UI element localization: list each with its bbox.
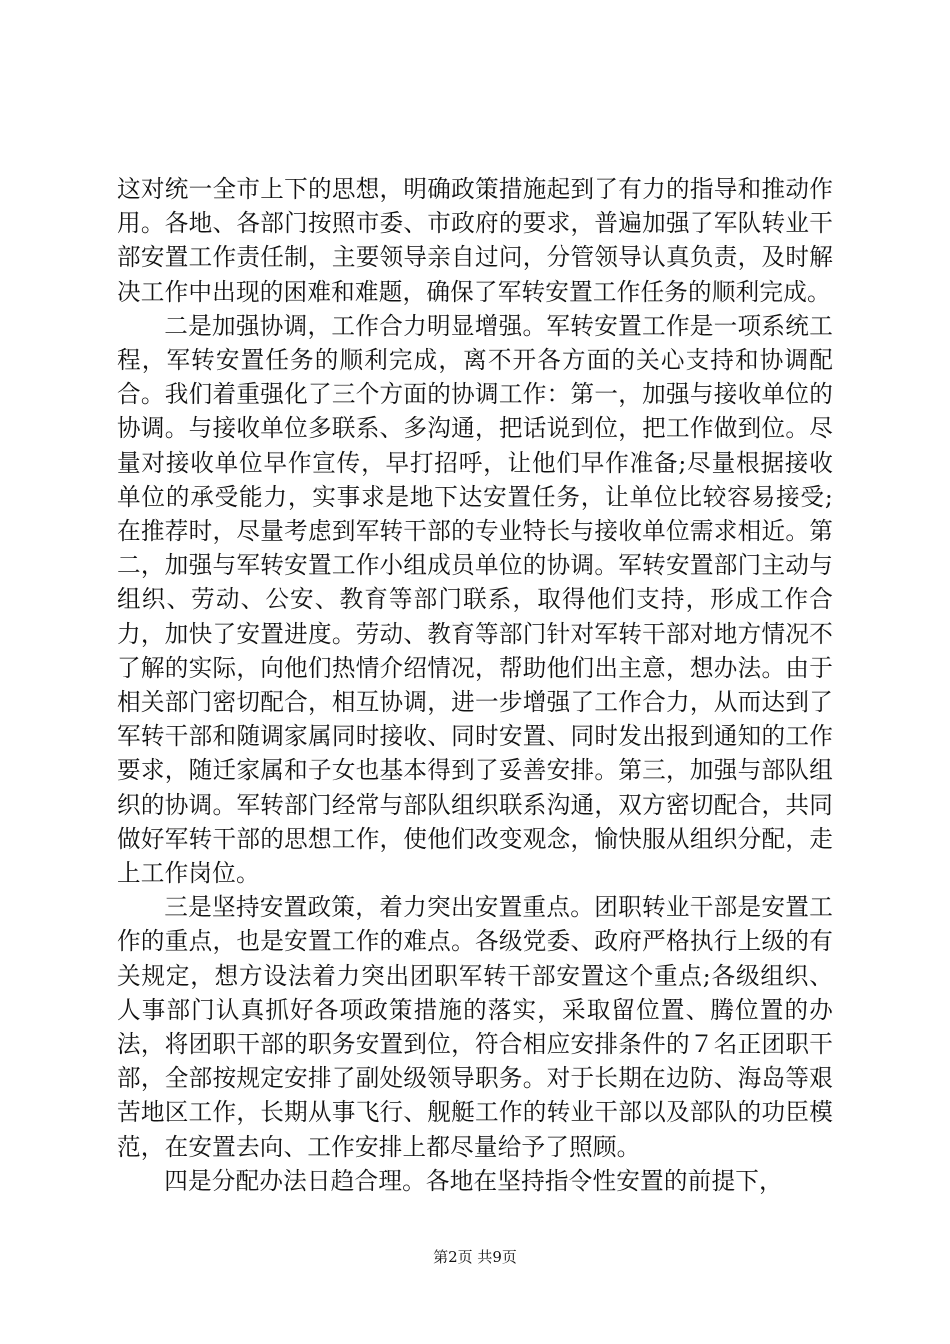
- paragraph-2: 二是加强协调，工作合力明显增强。军转安置工作是一项系统工程，军转安置任务的顺利完成，离不开各方面的关心支持和协调配合。我们着重强化了三个方面的协调工作：第一，加强与接收单位的协调。与接收单位多联系、多沟通，把话说到位，把工作做到位。尽量对接收单位早作宣传，早打招呼，让他们早作准备;尽量根据接收单位的承受能力，实事求是地下达安置任务，让单位比较容易接受;在推荐时，尽量考虑到军转干部的专业特长与接收单位需求相近。第二，加强与军转安置工作小组成员单位的协调。军转安置部门主动与组织、劳动、公安、教育等部门联系，取得他们支持，形成工作合力，加快了安置进度。劳动、教育等部门针对军转干部对地方情况不了解的实际，向他们热情介绍情况，帮助他们出主意，想办法。由于相关部门密切配合，相互协调，进一步增强了工作合力，从而达到了军转干部和随调家属同时接收、同时安置、同时发出报到通知的工作要求，随迁家属和子女也基本得到了妥善安排。第三，加强与部队组织的协调。军转部门经常与部队组织联系沟通，双方密切配合，共同做好军转干部的思想工作，使他们改变观念，愉快服从组织分配，走上工作岗位。: [117, 311, 833, 888]
- paragraph-3: 三是坚持安置政策，着力突出安置重点。团职转业干部是安置工作的重点，也是安置工作的难点。各级党委、政府严格执行上级的有关规定，想方设法着力突出团职军转干部安置这个重点;各级组织、人事部门认真抓好各项政策措施的落实，采取留位置、腾位置的办法，将团职干部的职务安置到位，符合相应安排条件的７名正团职干部，全部按规定安排了副处级领导职务。对于长期在边防、海岛等艰苦地区工作，长期从事飞行、舰艇工作的转业干部以及部队的功臣模范，在安置去向、工作安排上都尽量给予了照顾。: [117, 893, 833, 1161]
- paragraph-1: 这对统一全市上下的思想，明确政策措施起到了有力的指导和推动作用。各地、各部门按照市委、市政府的要求，普遍加强了军队转业干部安置工作责任制，主要领导亲自过问，分管领导认真负责，及时解决工作中出现的困难和难题，确保了军转安置工作任务的顺利完成。: [117, 175, 833, 306]
- page-footer: 第2页 共9页: [433, 1248, 517, 1266]
- paragraph-4: 四是分配办法日趋合理。各地在坚持指令性安置的前提下，: [164, 1166, 783, 1195]
- document-body: [117, 172, 833, 1198]
